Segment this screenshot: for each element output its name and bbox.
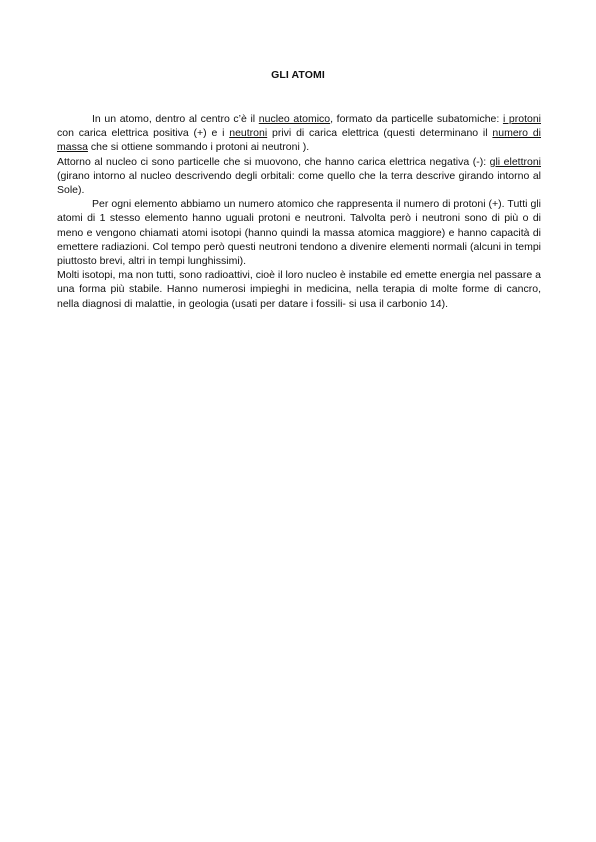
paragraph-1: [57, 112, 541, 155]
document-body: [57, 112, 541, 311]
paragraph-3: Per ogni elemento abbiamo un numero atomico che rappresenta il numero di protoni (+). Tutti gli atomi di 1 stesso elemento hanno uguali protoni e neutroni. Talvolta però i neutroni sono di più o di meno e vengono chiamati atomi isotopi (hanno quindi la massa atomica maggiore) e hanno capacità di emettere radiazioni. Col tempo però questi neutroni tendono a divenire elementi normali (alcuni in tempi piuttosto brevi, altri in tempi lunghissimi).: [57, 198, 541, 268]
paragraph-1-text-1: In un atomo, dentro al centro c’è il: [92, 113, 259, 125]
term-elettroni: gli elettroni: [489, 155, 541, 168]
document-title: GLI ATOMI: [271, 69, 325, 81]
paragraph-2-text-1: Attorno al nucleo ci sono particelle che si muovono, che hanno carica elettrica negativa (-):: [57, 155, 490, 168]
paragraph-1-text-2: , formato da particelle subatomiche:: [330, 113, 503, 125]
term-numero-di-massa: numero di massa: [57, 127, 541, 154]
paragraph-4: Molti isotopi, ma non tutti, sono radioattivi, cioè il loro nucleo è instabile ed emette energia nel passare a una forma più stabile. Hanno numerosi impieghi in medicina, nella terapia di molte forme di cancro, nella diagnosi di malattie, in geologia (usati per datare i fossili- si usa il carbonio 14).: [57, 269, 541, 310]
paragraph-2: [57, 155, 541, 198]
term-nucleo-atomico: nucleo atomico: [258, 113, 331, 125]
term-protoni: i protoni: [502, 113, 542, 125]
paragraph-2-text-2: (girano intorno al nucleo descrivendo degli orbitali: come quello che la terra descrive girando intorno al Sole).: [57, 169, 541, 197]
paragraph-1-text-5: che si ottiene sommando i protoni ai neutroni ).: [87, 141, 310, 154]
term-neutroni: neutroni: [229, 127, 268, 140]
paragraph-1-text-4: privi di carica elettrica (questi determinano il: [267, 127, 493, 140]
paragraph-1-text-3: con carica elettrica positiva (+) e i: [57, 127, 230, 140]
